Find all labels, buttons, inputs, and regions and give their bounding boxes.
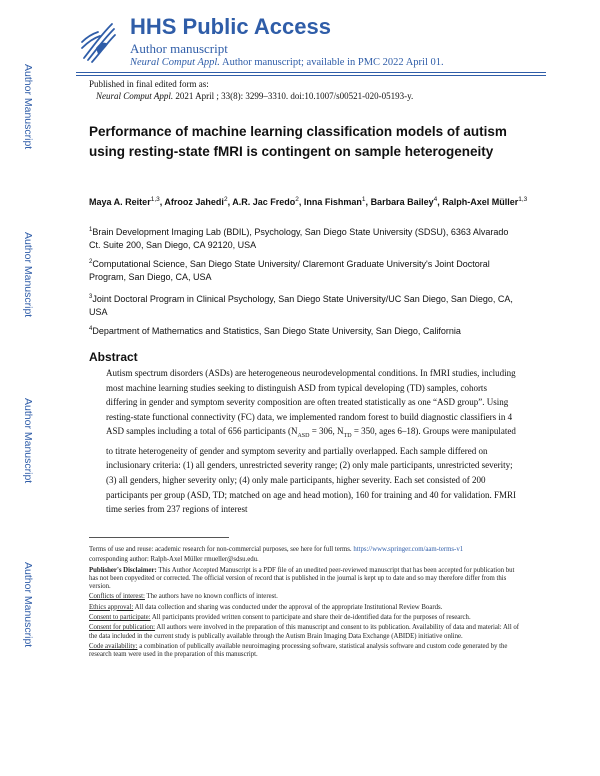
code-availability-footnote (89, 643, 523, 660)
affiliation-number: 2 (89, 259, 93, 265)
sidebar-author-manuscript-label: Author Manuscript (22, 398, 34, 484)
header-rule (76, 72, 546, 73)
consent-text: All participants provided written consent to participate and share their de-identified data for the purposes of research. (150, 614, 471, 622)
abstract-text: Autism spectrum disorders (ASDs) are heterogeneous neurodevelopmental conditions. In fMRI studies, including most machine learning studies seeking to distinguish ASD from typical developing (TD) samples, cohorts differing in gender and symptom severity composition are often treated statistically as one “ASD group”. Using resting-state functional connectivity (FC) data, we implemented random forest to build diagnostic classifiers in 4 ASD samples including a total of 656 participants (N (106, 368, 516, 437)
abstract-body (106, 366, 520, 517)
publication-consent-text: All authors were involved in the preparation of this manuscript and consent to its publication. Availability of data and material: All of the data included in the current study is publically available through the Autism Brain Imaging Data Exchange (ABIDE) initiative online. (89, 624, 520, 640)
author-affiliation-marker: 1,3 (518, 196, 528, 203)
consent-label: Consent to participate: (89, 614, 151, 622)
author-affiliation-marker: 1,3 (150, 196, 160, 203)
published-form-label: Published in final edited form as: (89, 79, 209, 89)
abstract-subscript: ASD (297, 433, 310, 440)
terms-text: Terms of use and reuse: academic research for non-commercial purposes, see here for full terms. (89, 546, 354, 553)
consent-footnote (89, 614, 523, 622)
affiliation-number: 3 (89, 294, 93, 300)
affiliation (89, 291, 519, 319)
sidebar-author-manuscript-label: Author Manuscript (22, 64, 34, 150)
author-name: Ralph-Axel Müller (442, 197, 519, 207)
author-list: Maya A. Reiter$^{1,3}$, Afrooz Jahedi$^2$, A.R. Jac Fredo$^2$, Inna Fishman$^1$, Barbara Bailey$^4$, Ralph-Axel Müller$^{1,3}$ (89, 196, 528, 207)
sidebar-author-manuscript-label: Author Manuscript (22, 562, 34, 648)
affiliation (89, 256, 519, 284)
conflicts-label: Conflicts of interest: (89, 593, 145, 601)
abstract-text: = 350, ages 6–18). Groups were manipulated to titrate heterogeneity of gender and symptom severity and partially overlapped. Each sample differed on inclusionary criteria: (1) all genders, unrestricted severity range; (2) only male participants, unrestricted severity; (3) all genders, higher severity only; (4) only male participants, higher severity. Each set consisted of 200 participants per group (ASD, TD; matched on age and head motion), 160 for training and 40 for validation. FMRI time series from 237 regions of interest (106, 426, 516, 515)
abstract-subscript: TD (343, 433, 352, 440)
header-rule (76, 75, 546, 76)
disclaimer-label: Publisher's Disclaimer: (89, 566, 157, 574)
author-name: Inna Fishman (303, 197, 362, 207)
affiliation-text: Computational Science, San Diego State University/ Claremont Graduate University's Joint Doctoral Program, San Diego, CA, USA (89, 259, 490, 282)
corresponding-author-footnote: corresponding author: Ralph-Axel Müller rmueller@sdsu.edu. (89, 556, 259, 564)
disclaimer-footnote (89, 567, 523, 592)
ethics-footnote (89, 604, 523, 612)
affiliation-text: Joint Doctoral Program in Clinical Psychology, San Diego State University/UC San Diego, San Diego, CA, USA (89, 294, 513, 317)
author-name: Maya A. Reiter (89, 197, 151, 207)
terms-footnote (89, 546, 523, 554)
author-affiliation-marker: 2 (223, 196, 228, 203)
abstract-text: = 306, N (309, 426, 344, 437)
author-name: A.R. Jac Fredo (232, 197, 296, 207)
header-journal-name: Neural Comput Appl. (130, 57, 220, 68)
code-availability-label: Code availability: (89, 642, 138, 650)
affiliation (89, 323, 519, 338)
conflicts-text: The authors have no known conflicts of interest. (144, 593, 278, 601)
footnotes (89, 546, 523, 662)
affiliation-text: Department of Mathematics and Statistics, San Diego State University, San Diego, California (92, 326, 461, 336)
author-affiliation-marker: 4 (433, 196, 438, 203)
citation-line (96, 91, 413, 101)
author-name: Afrooz Jahedi (164, 197, 224, 207)
hhs-public-access-title: HHS Public Access (130, 14, 331, 39)
affiliation-number: 1 (89, 227, 93, 233)
author-name: Barbara Bailey (370, 197, 434, 207)
author-affiliation-marker: 2 (295, 196, 299, 203)
author-affiliation-marker: 1 (361, 196, 366, 203)
abstract-heading: Abstract (89, 350, 138, 364)
citation-details: 2021 April ; 33(8): 3299–3310. doi:10.1007/s00521-020-05193-y. (173, 91, 414, 101)
publication-consent-label: Consent for publication: (89, 624, 156, 632)
availability-text: Author manuscript; available in PMC 2022 April 01. (219, 57, 444, 68)
availability-line (130, 57, 444, 68)
affiliation-text: Brain Development Imaging Lab (BDIL), Psychology, San Diego State University (SDSU), 6363 Alvarado Ct. Suite 200, San Diego, CA 92120, USA (89, 227, 509, 250)
sidebar-author-manuscript-label: Author Manuscript (22, 232, 34, 318)
code-availability-text: a combination of publically available neuroimaging processing software, statistical analysis software and custom code generated by the research team were used in the preparation of this manuscript. (89, 642, 508, 659)
citation-journal: Neural Comput Appl. (96, 91, 174, 101)
ethics-label: Ethics approval: (89, 603, 134, 611)
publication-consent-footnote (89, 624, 523, 641)
article-title: Performance of machine learning classification models of autism using resting-state fMRI is contingent on sample heterogeneity (89, 124, 507, 159)
conflicts-footnote (89, 593, 523, 601)
author-manuscript-subtitle: Author manuscript (130, 41, 228, 56)
terms-link[interactable]: https://www.springer.com/aam-terms-v1 (353, 546, 464, 553)
affiliation-number: 4 (89, 326, 93, 332)
ethics-text: All data collection and sharing was conducted under the approval of the appropriate Institutional Review Boards. (133, 603, 443, 611)
disclaimer-text: This Author Accepted Manuscript is a PDF file of an unedited peer-reviewed manuscript that has been accepted for publication but has not been copyedited or corrected. The official version of record that is published in the journal is kept up to date and so may therefore differ from this version. (89, 566, 515, 591)
affiliation (89, 224, 519, 252)
hhs-eagle-logo-icon (78, 18, 118, 66)
footnote-rule (89, 537, 229, 538)
